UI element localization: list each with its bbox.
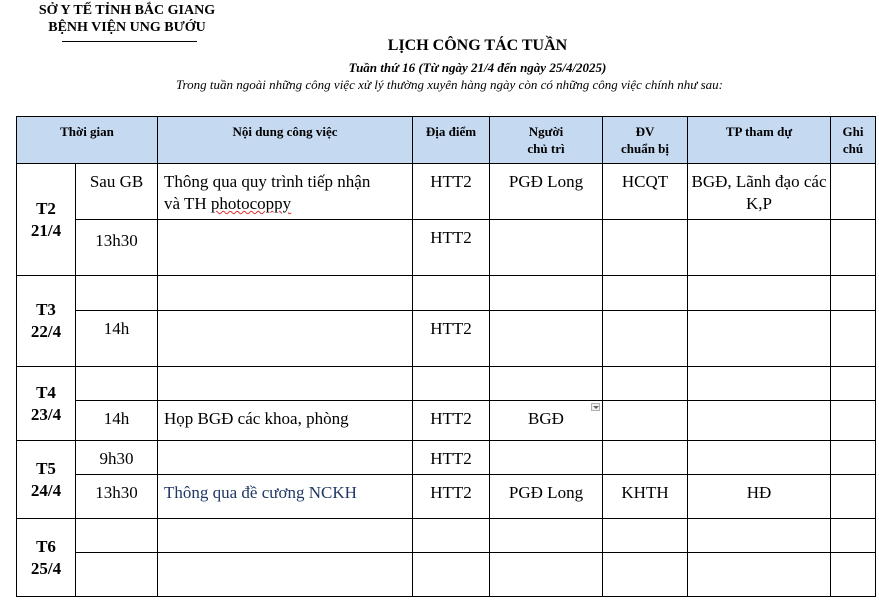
time-cell[interactable] [76, 519, 158, 553]
day-label: T5 [36, 458, 56, 478]
content-cell[interactable] [158, 311, 413, 367]
col-header-location: Địa điểm [413, 117, 490, 164]
time-cell[interactable] [76, 367, 158, 401]
time-cell[interactable] [76, 553, 158, 597]
table-row [17, 164, 876, 220]
intro-text: Trong tuần ngoài những công việc xử lý thường xuyên hàng ngày còn có những công việc chính như sau: [176, 77, 723, 92]
day-date: 22/4 [30, 322, 62, 341]
col-header-attendees: TP tham dự [688, 117, 831, 164]
table-row [17, 441, 876, 475]
host-value: BGĐ [528, 409, 564, 428]
content-cell[interactable] [158, 553, 413, 597]
note-cell[interactable] [831, 311, 876, 367]
host-cell[interactable] [490, 220, 603, 276]
prep-cell[interactable] [603, 220, 688, 276]
table-row [17, 519, 876, 553]
prep-cell[interactable]: KHTH [603, 475, 688, 519]
prep-cell[interactable] [603, 441, 688, 475]
col-header-content: Nội dung công việc [158, 117, 413, 164]
day-label: T2 [36, 198, 56, 218]
col-header-time: Thời gian [17, 117, 158, 164]
org-line1: SỞ Y TẾ TỈNH BẮC GIANG [38, 3, 216, 18]
time-cell[interactable]: 14h [76, 311, 158, 367]
host-cell[interactable]: PGĐ Long [490, 164, 603, 220]
content-cell[interactable] [158, 276, 413, 311]
host-cell[interactable] [490, 401, 603, 441]
location-cell[interactable] [413, 367, 490, 401]
content-cell[interactable] [158, 441, 413, 475]
host-header-line1: Người [528, 124, 564, 139]
host-cell[interactable]: PGĐ Long [490, 475, 603, 519]
content-cell[interactable]: Thông qua đề cương NCKH [158, 475, 413, 519]
note-header-line1: Ghi [842, 124, 864, 139]
note-cell[interactable] [831, 276, 876, 311]
note-cell[interactable] [831, 401, 876, 441]
content-cell[interactable]: Họp BGĐ các khoa, phòng [158, 401, 413, 441]
location-cell[interactable]: HTT2 [413, 220, 490, 276]
day-label: T4 [36, 382, 56, 402]
prep-cell[interactable] [603, 401, 688, 441]
col-header-prep [603, 117, 688, 164]
note-header-line2: chú [842, 141, 864, 156]
prep-cell[interactable]: HCQT [603, 164, 688, 220]
location-cell[interactable]: HTT2 [413, 311, 490, 367]
table-row [17, 475, 876, 519]
note-cell[interactable] [831, 475, 876, 519]
content-cell[interactable] [158, 220, 413, 276]
day-cell-fri [17, 519, 76, 597]
day-label: T3 [36, 300, 56, 319]
attendees-cell[interactable]: BGĐ, Lãnh đạo các K,P [688, 164, 831, 220]
content-line1: Thông qua quy trình tiếp nhận [164, 172, 371, 191]
misspelled-word: photocoppy [210, 194, 292, 213]
content-cell[interactable] [158, 367, 413, 401]
page-title: LỊCH CÔNG TÁC TUẦN [387, 37, 568, 54]
content-cell[interactable] [158, 519, 413, 553]
attendees-cell[interactable] [688, 401, 831, 441]
prep-header-line1: ĐV [635, 124, 655, 139]
location-cell[interactable] [413, 276, 490, 311]
table-row [17, 311, 876, 367]
host-cell[interactable] [490, 553, 603, 597]
prep-cell[interactable] [603, 311, 688, 367]
day-cell-tue [17, 276, 76, 367]
location-cell[interactable]: HTT2 [413, 441, 490, 475]
day-cell-thu [17, 441, 76, 519]
prep-header-line2: chuẩn bị [620, 141, 670, 156]
attendees-cell[interactable] [688, 519, 831, 553]
time-cell[interactable] [76, 276, 158, 311]
time-cell[interactable]: 9h30 [76, 441, 158, 475]
host-cell[interactable] [490, 276, 603, 311]
note-cell[interactable] [831, 164, 876, 220]
col-header-host [490, 117, 603, 164]
table-row [17, 401, 876, 441]
week-subtitle: Tuần thứ 16 (Từ ngày 21/4 đến ngày 25/4/2025) [348, 60, 607, 75]
attendees-cell[interactable] [688, 553, 831, 597]
day-label: T6 [36, 536, 56, 556]
time-cell[interactable]: 13h30 [76, 220, 158, 276]
table-row [17, 220, 876, 276]
table-row [17, 276, 876, 311]
location-cell[interactable]: HTT2 [413, 475, 490, 519]
note-cell[interactable] [831, 220, 876, 276]
day-date: 24/4 [30, 480, 62, 500]
header-row [17, 117, 876, 164]
organization-header [22, 2, 232, 36]
attendees-cell[interactable]: HĐ [688, 475, 831, 519]
host-cell[interactable] [490, 519, 603, 553]
host-header-line2: chủ trì [527, 141, 565, 156]
note-cell[interactable] [831, 553, 876, 597]
col-header-note [831, 117, 876, 164]
prep-cell[interactable] [603, 519, 688, 553]
attendees-cell[interactable] [688, 276, 831, 311]
day-date: 21/4 [30, 220, 62, 240]
org-line2: BỆNH VIỆN UNG BƯỚU [48, 20, 206, 35]
content-line2-prefix: và TH [164, 194, 211, 213]
note-cell[interactable] [831, 367, 876, 401]
schedule-table [16, 116, 876, 597]
table-row [17, 367, 876, 401]
host-cell[interactable] [490, 441, 603, 475]
location-cell[interactable] [413, 553, 490, 597]
time-cell[interactable]: 13h30 [76, 475, 158, 519]
host-cell[interactable] [490, 311, 603, 367]
content-line2 [164, 193, 408, 215]
day-cell-wed [17, 367, 76, 441]
attendees-cell[interactable] [688, 311, 831, 367]
day-date: 23/4 [30, 404, 62, 424]
location-cell[interactable]: HTT2 [413, 164, 490, 220]
location-cell[interactable] [413, 519, 490, 553]
dropdown-arrow-icon[interactable] [591, 403, 600, 411]
note-cell[interactable] [831, 519, 876, 553]
table-row [17, 553, 876, 597]
content-cell[interactable] [158, 164, 413, 220]
time-cell[interactable]: 14h [76, 401, 158, 441]
attendees-cell[interactable] [688, 441, 831, 475]
prep-cell[interactable] [603, 553, 688, 597]
attendees-cell[interactable] [688, 220, 831, 276]
location-cell[interactable]: HTT2 [413, 401, 490, 441]
attendees-cell[interactable] [688, 367, 831, 401]
host-cell[interactable] [490, 367, 603, 401]
time-cell[interactable]: Sau GB [76, 164, 158, 220]
prep-cell[interactable] [603, 367, 688, 401]
prep-cell[interactable] [603, 276, 688, 311]
day-cell-mon [17, 164, 76, 276]
note-cell[interactable] [831, 441, 876, 475]
day-date: 25/4 [30, 558, 62, 578]
